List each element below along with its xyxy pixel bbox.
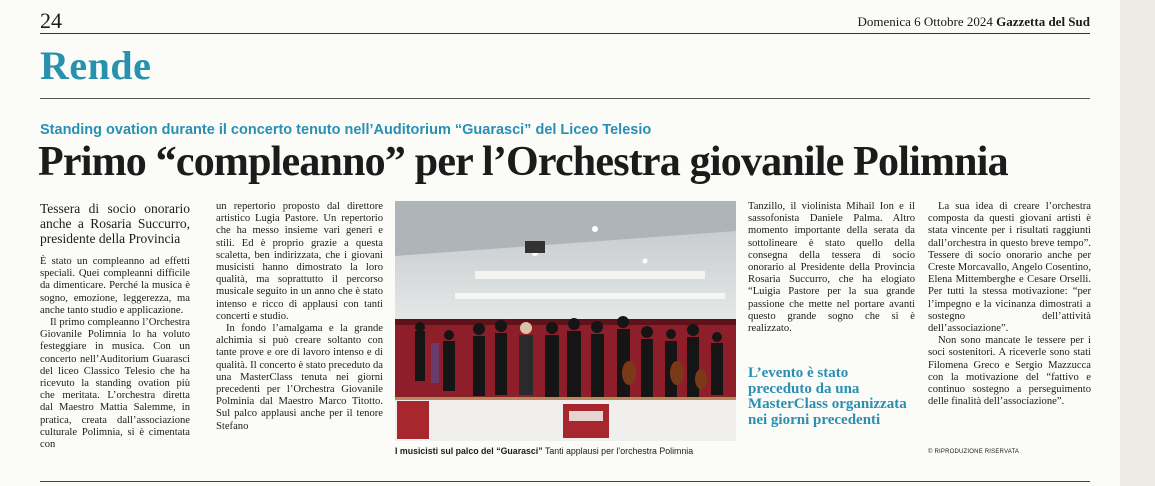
- article-column-3: [748, 201, 915, 335]
- newspaper-name: Gazzetta del Sud: [996, 14, 1090, 29]
- article-column-2: [216, 201, 383, 433]
- copyright-note: © RIPRODUZIONE RISERVATA: [928, 449, 1020, 455]
- paragraph: In fondo l’amalgama e la grande alchimia si può creare soltanto con tante prove e ore di lavoro intenso e di qualità. Il concerto è stato preceduto da una MasterClass tenuta nei giorni precedenti per l’Orchestra Giovanile Polminia dal Maestro Marco Titotto. Sul palco applausi anche per il tenore Stefano: [216, 323, 383, 432]
- paragraph: È stato un compleanno ad effetti speciali. Quei compleanni difficile da dimenticare. Perché la musica è sogno, emozione, leggerezza, ma anche tanto studio e applicazione.: [40, 256, 190, 316]
- page-edge: [1120, 0, 1155, 486]
- paragraph: Tanzillo, il violinista Mihail Ion e il sassofonista Daniele Palma. Altro momento importante della serata da sottolineare è stato quello della consegna della tessera di socio onorario al Presidente della Provincia Rosaria Succurro, che ha elogiato “Luigia Pastore per la sua grande passione che mette nel portare avanti questo grande sogno che si è realizzato.: [748, 201, 915, 335]
- caption-title: I musicisti sul palco del “Guarasci”: [395, 446, 543, 456]
- caption-text: Tanti applausi per l’orchestra Polimnia: [542, 446, 694, 456]
- paragraph: Il primo compleanno l’Orchestra Giovanile Polimnia lo ha voluto festeggiare in musica. Con un concerto nell’Auditorium Guarasci del liceo Classico Telesio che ha ricevuto la standing ovation più che meritata. L’orchestra diretta dal Maestro Mattia Salemme, in pratica, creata dall’associazione culturale Polimnia, si è cimentata con: [40, 317, 190, 451]
- top-rule: [40, 33, 1090, 34]
- page-number: 24: [40, 8, 62, 33]
- paragraph: La sua idea di creare l’orchestra composta da questi giovani artisti è stata vincente per i risultati raggiunti dall’orchestra in questo breve tempo”. Tessere di socio onorario anche per Creste Morcavallo, Angelo Cosentino, Elena Mittemberghe e Cesare Orselli. Per tutti la stessa motivazione: “per l’impegno e la vicinanza dimostrati a sostegno dell’attività dell’associazione”.: [928, 201, 1091, 335]
- issue-date: Domenica 6 Ottobre 2024: [857, 14, 993, 29]
- pull-quote: L’evento è stato preceduto da una MasterClass organizzata nei giorni precedenti: [748, 365, 907, 428]
- paragraph: un repertorio proposto dal direttore artistico Lugia Pastore. Un repertorio che ha messo insieme vari generi e stili. Ed è proprio grazie a questa scaletta, ben indirizzata, che i giovani musicisti hanno dimostrato la loro qualità, ma soprattutto il percorso musicale seguito in un anno che è stato intenso e ricco di applausi con tanti concerti e studio.: [216, 201, 383, 322]
- article-column-4: [928, 201, 1091, 408]
- paragraph: Non sono mancate le tessere per i soci sostenitori. A riceverle sono stati Filomena Greco e Sergio Mazzucca con la motivazione del “fattivo e continuo sostegno a perseguimento delle finalità dell’associazione”.: [928, 335, 1091, 408]
- dateline: [857, 14, 1090, 30]
- article-kicker: Standing ovation durante il concerto tenuto nell’Auditorium “Guarasci” del Liceo Telesio: [40, 122, 652, 138]
- section-title: Rende: [40, 43, 152, 88]
- article-headline: Primo “compleanno” per l’Orchestra giovanile Polimnia: [38, 139, 1008, 185]
- bottom-rule: [40, 481, 1090, 482]
- article-column-1: [40, 201, 190, 451]
- photo-caption: [395, 446, 693, 456]
- article-subheading: Tessera di socio onorario anche a Rosaria Succurro, presidente della Provincia: [40, 201, 190, 246]
- section-rule: [40, 98, 1090, 99]
- orchestra-photo: [395, 201, 736, 441]
